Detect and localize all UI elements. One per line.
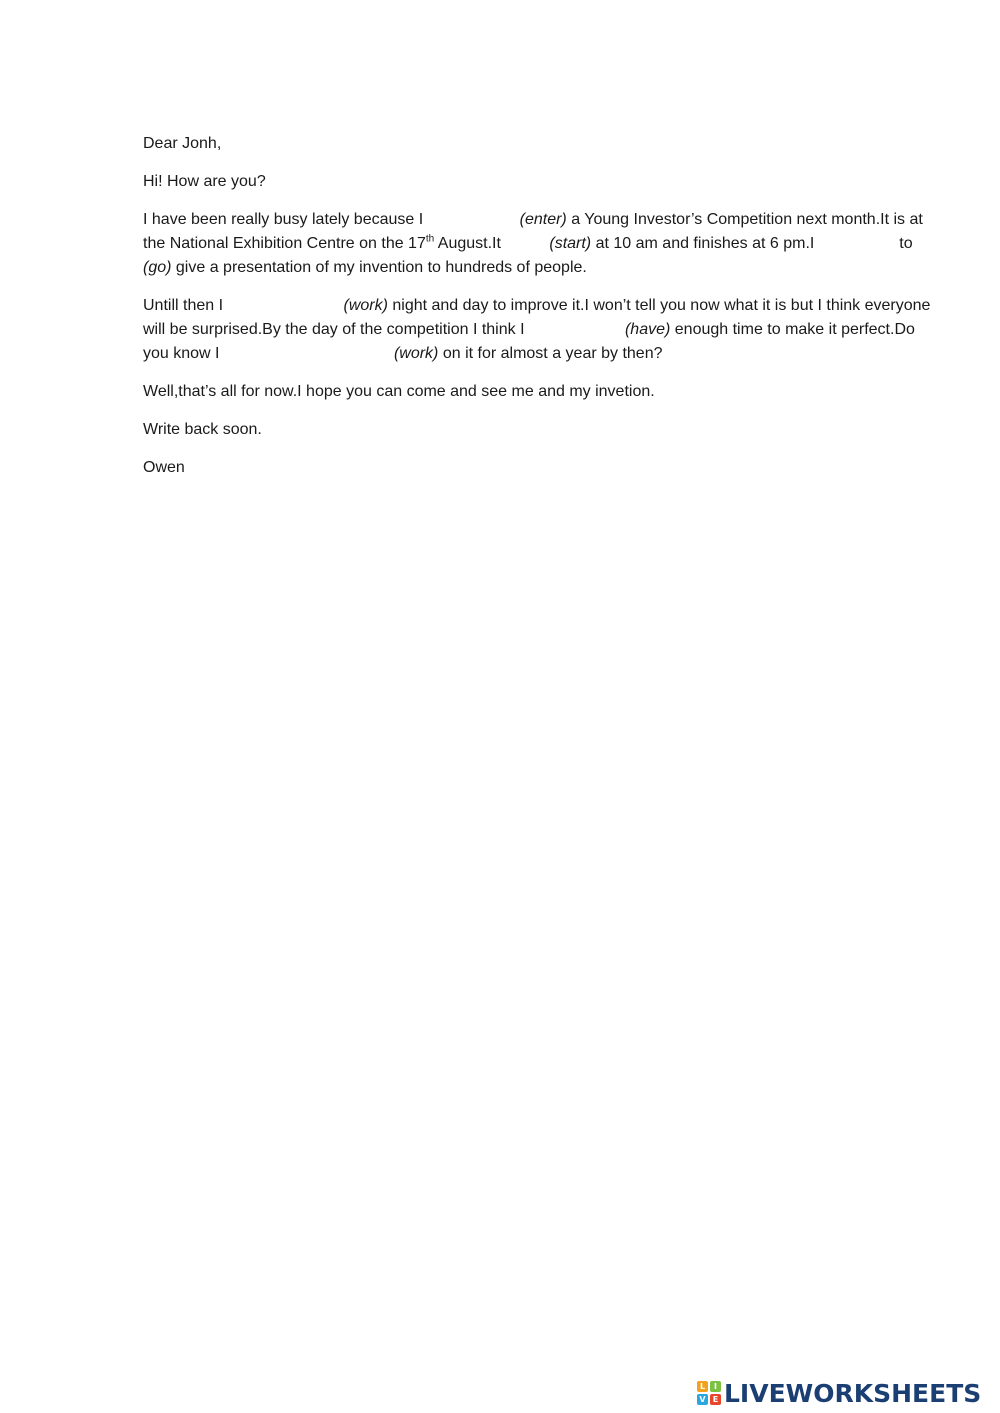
- verb-hint-enter: (enter): [519, 211, 567, 228]
- text-segment: I have been really busy lately because I: [143, 211, 428, 228]
- verb-hint-work-2: (work): [393, 345, 439, 362]
- text-segment: August.It: [434, 235, 506, 252]
- text-segment: on it for almost a year by then?: [438, 345, 663, 362]
- brand-name: LIVEWORKSHEETS: [724, 1378, 982, 1408]
- logo-cell: V: [697, 1394, 708, 1405]
- closing-line: Write back soon.: [143, 421, 262, 438]
- blank-start-input[interactable]: [505, 236, 549, 256]
- logo-cell: I: [710, 1381, 721, 1392]
- logo-cell: E: [710, 1394, 721, 1405]
- text-segment: Untill then I: [143, 297, 228, 314]
- letter-body: [143, 132, 943, 494]
- blank-work-input-2[interactable]: [224, 346, 394, 366]
- logo-grid-icon: [697, 1381, 721, 1405]
- blank-have-input[interactable]: [529, 322, 625, 342]
- text-segment: at 10 am and finishes at 6 pm.I: [591, 235, 819, 252]
- superscript-th: th: [425, 233, 435, 245]
- signature: Owen: [143, 459, 185, 476]
- blank-enter-input[interactable]: [428, 212, 520, 232]
- blank-go-input[interactable]: [819, 236, 895, 256]
- paragraph-3: Well,that’s all for now.I hope you can come and see me and my invetion.: [143, 383, 655, 400]
- verb-hint-work-1: (work): [343, 297, 388, 314]
- intro-line: Hi! How are you?: [143, 173, 266, 190]
- verb-hint-start: (start): [549, 235, 592, 252]
- paragraph-2: [143, 294, 943, 366]
- verb-hint-go: (go): [143, 259, 172, 276]
- blank-work-input-1[interactable]: [227, 298, 343, 318]
- verb-hint-have: (have): [624, 321, 671, 338]
- logo-cell: L: [697, 1381, 708, 1392]
- text-segment: a Young Investor’s Competition next month.It is at the National Exhibition Centre on the 17: [143, 211, 923, 252]
- text-segment: enough time to make it perfect.Do you know I: [143, 321, 915, 362]
- liveworksheets-logo: [697, 1377, 981, 1409]
- text-segment: give a presentation of my invention to hundreds of people.: [171, 259, 587, 276]
- text-segment: to: [894, 235, 913, 252]
- text-segment: night and day to improve it.I won’t tell you now what it is but I think everyone will be surprised.By the day of the competition I think I: [143, 297, 931, 338]
- greeting: Dear Jonh,: [143, 135, 222, 152]
- paragraph-1: [143, 208, 943, 280]
